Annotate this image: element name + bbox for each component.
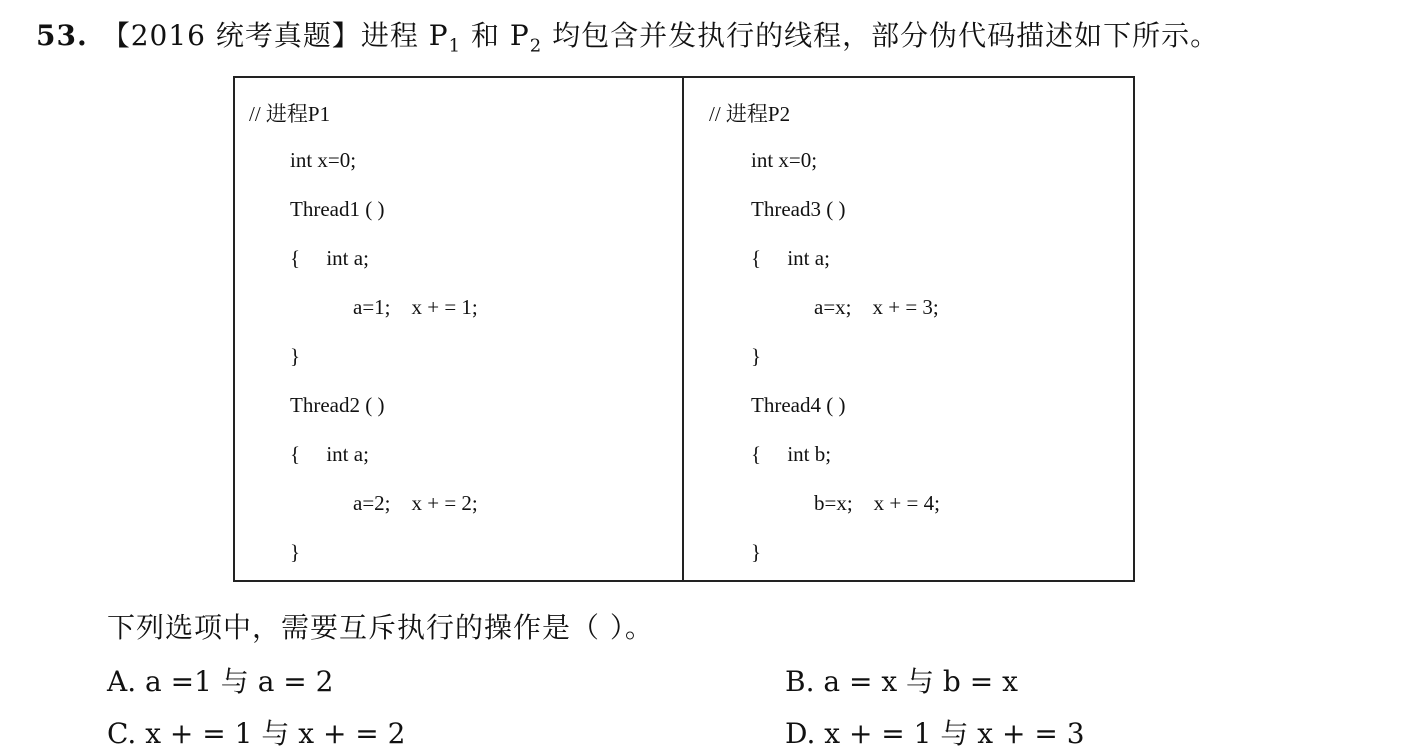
code-line: Thread1 ( ) <box>290 197 385 221</box>
code-line: // 进程P2 <box>709 102 791 126</box>
code-line: a=2; x + = 2; <box>353 491 478 515</box>
code-line: int x=0; <box>290 148 357 172</box>
code-line: Thread3 ( ) <box>751 197 846 221</box>
code-line: int x=0; <box>751 148 818 172</box>
code-line: Thread4 ( ) <box>751 393 846 417</box>
option-b: B. a = x 与 b = x <box>785 665 1018 698</box>
title-text-post: 均包含并发执行的线程，部分伪代码描述如下所示。 <box>542 19 1220 52</box>
option-c: C. x + = 1 与 x + = 2 <box>107 717 406 750</box>
subscript-1: 1 <box>448 35 462 57</box>
subscript-2: 2 <box>529 35 543 57</box>
title-text-pre: 【2016 统考真题】进程 P <box>101 19 449 52</box>
code-table <box>233 76 1135 582</box>
code-line: } <box>751 540 762 564</box>
code-line: // 进程P1 <box>249 102 331 126</box>
process-p1-column <box>235 78 684 580</box>
code-line: { int b; <box>751 442 832 466</box>
code-line: { int a; <box>290 442 369 466</box>
option-a: A. a =1 与 a = 2 <box>107 665 334 698</box>
code-line: Thread2 ( ) <box>290 393 385 417</box>
question-number: 53. <box>36 19 88 52</box>
code-line: { int a; <box>751 246 830 270</box>
code-line: } <box>290 540 301 564</box>
process-p2-column <box>684 78 1133 580</box>
title-text-mid: 和 P <box>461 19 530 52</box>
option-d: D. x + = 1 与 x + = 3 <box>785 717 1085 750</box>
code-line: { int a; <box>290 246 369 270</box>
code-line: } <box>751 344 762 368</box>
question-title <box>36 14 1219 57</box>
code-line: a=1; x + = 1; <box>353 295 478 319</box>
question-prompt: 下列选项中，需要互斥执行的操作是（ ）。 <box>107 611 654 644</box>
code-line: a=x; x + = 3; <box>814 295 939 319</box>
code-line: } <box>290 344 301 368</box>
code-line: b=x; x + = 4; <box>814 491 940 515</box>
